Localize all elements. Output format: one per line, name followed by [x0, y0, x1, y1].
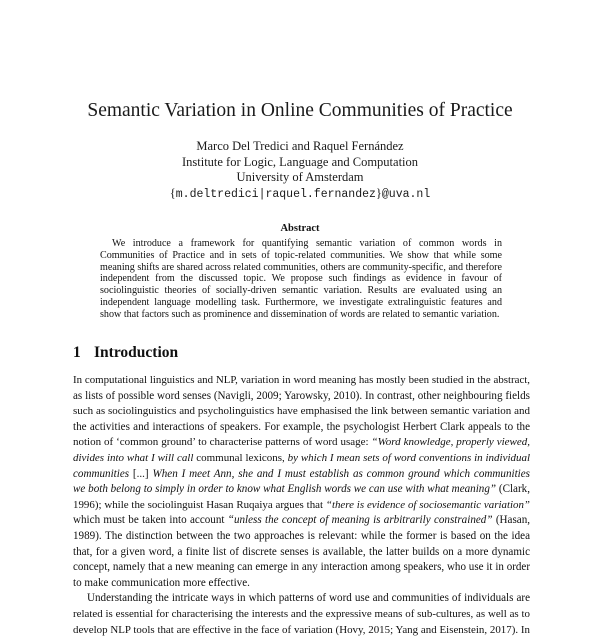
text-segment: [...] [129, 468, 152, 480]
text-line [73, 451, 530, 467]
text-line: as lists of possible word senses (Navigli, 2009; Yarowsky, 2010). In contrast, other neighbouring fields [73, 389, 530, 405]
quote-segment: “there is evidence of sociosemantic variation” [326, 499, 530, 511]
text-line [73, 467, 530, 483]
section-number: 1 [73, 344, 94, 362]
abstract-heading: Abstract [0, 222, 600, 235]
paragraph-2 [73, 591, 530, 638]
quote-segment: communities [73, 468, 129, 480]
text-line: the activities and interactions of speakers. For example, the psychologist Herbert Clark appeals to the [73, 420, 530, 436]
abstract-text: We introduce a framework for quantifying semantic variation of common words in Communities of Practice and in sets of topic-related communities. We show that while some meaning shifts are shared across related communities, others are community-specific, and therefore independent from the discussed topic. We propose such findings as evidence in favour of sociolinguistic theories of socially-driven semantic variation. Results are evaluated using an independent language modelling task. Furthermore, we investigate extralinguistic features and show that factors such as prominence and dissemination of words are related to semantic variation. [100, 238, 502, 320]
paragraph-1 [73, 373, 530, 591]
text-line: such as sociolinguistics and psycholinguistics have emphasised the link between semantic variation and [73, 404, 530, 420]
email-domain: @uva.nl [382, 188, 430, 201]
text-segment: notion of ‘common ground’ to characterise patterns of word usage: [73, 436, 372, 448]
text-line: In computational linguistics and NLP, variation in word meaning has mostly been studied in the abstract, [73, 373, 530, 389]
text-segment: communal lexicons, [193, 452, 287, 464]
section-title: Introduction [94, 344, 178, 361]
text-line: that, for a given word, a finite list of discrete senses is available, the latter builds on a more dynamic [73, 545, 530, 561]
text-line [73, 498, 530, 514]
text-line: develop NLP tools that are effective in the face of variation (Hovy, 2015; Yang and Eisenstein, 2017). In [73, 623, 530, 638]
university: University of Amsterdam [0, 170, 600, 186]
quote-segment: When I meet Ann, she and I must establish as common ground which communities [152, 468, 530, 480]
text-line: related is essential for characterising the interests and the expressive means of sub-cultures, as well as to [73, 607, 530, 623]
text-segment: (Hasan, [493, 514, 531, 526]
affiliation: Institute for Logic, Language and Computation [0, 155, 600, 171]
email [0, 186, 600, 203]
quote-segment: divides into what I will call [73, 452, 193, 464]
text-line [73, 513, 530, 529]
body-text [73, 373, 530, 638]
quote-segment: we both belong to simply in order to know what English words we can use with what meaning” [73, 483, 496, 495]
email-brace-open: { [170, 186, 176, 200]
author-names: Marco Del Tredici and Raquel Fernández [0, 139, 600, 155]
paper-title: Semantic Variation in Online Communities of Practice [0, 99, 600, 123]
email-brace-close: } [376, 186, 382, 200]
text-segment: (Clark, [496, 483, 530, 495]
text-line [73, 435, 530, 451]
text-segment: 1996); while the sociolinguist Hasan Ruqaiya argues that [73, 499, 326, 511]
text-segment: which must be taken into account [73, 514, 228, 526]
text-line [73, 482, 530, 498]
text-line: 1989). The distinction between the two approaches is relevant: while the former is based on the idea [73, 529, 530, 545]
author-block [0, 139, 600, 202]
quote-segment: “unless the concept of meaning is arbitrarily constrained” [228, 514, 493, 526]
quote-segment: by which I mean sets of word conventions in individual [288, 452, 530, 464]
text-line: to make communication more effective. [73, 576, 530, 592]
section-heading [73, 344, 178, 362]
text-line: Understanding the intricate ways in which patterns of word use and communities of individuals are [73, 591, 530, 607]
quote-segment: “Word knowledge, properly viewed, [372, 436, 531, 448]
email-users: m.deltredici|raquel.fernandez [176, 188, 376, 201]
text-line: concept, namely that a new meaning can emerge in any interaction among speakers, who use it in order [73, 560, 530, 576]
